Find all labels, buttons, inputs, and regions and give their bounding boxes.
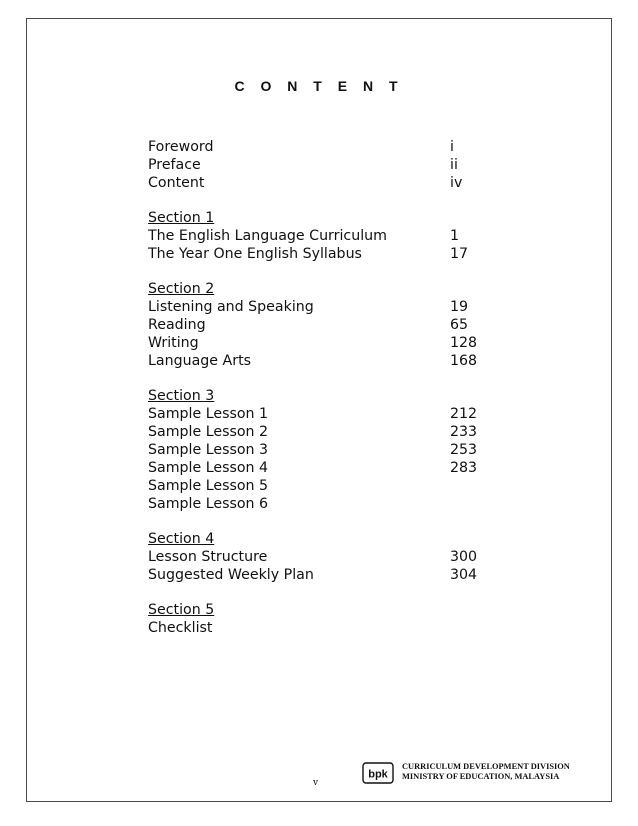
toc-entry-label: The Year One English Syllabus	[148, 246, 362, 262]
section-heading-label: Section 1	[148, 210, 215, 226]
toc-entry	[148, 298, 488, 316]
toc-entry-label: Lesson Structure	[148, 549, 268, 565]
toc-entry-page: 212	[450, 406, 478, 422]
section-heading-label: Section 5	[148, 602, 215, 618]
toc-entry-page: 300	[450, 549, 478, 565]
section-heading	[148, 280, 488, 298]
toc-entry	[148, 138, 488, 156]
table-of-contents	[148, 138, 488, 637]
toc-entry-page: iv	[450, 175, 463, 191]
toc-entry	[148, 405, 488, 423]
section-heading	[148, 530, 488, 548]
toc-entry	[148, 245, 488, 263]
section-heading-label: Section 2	[148, 281, 215, 297]
toc-entry	[148, 352, 488, 370]
toc-entry-page: i	[450, 139, 454, 155]
toc-entry-page: 19	[450, 299, 469, 315]
toc-entry	[148, 334, 488, 352]
toc-entry	[148, 548, 488, 566]
toc-entry-page: 168	[450, 353, 478, 369]
toc-entry-label: Content	[148, 175, 205, 191]
toc-entry	[148, 441, 488, 459]
toc-entry-page: 304	[450, 567, 478, 583]
toc-entry-page: ii	[450, 157, 458, 173]
section-heading-label: Section 4	[148, 531, 215, 547]
toc-entry-page: 283	[450, 460, 478, 476]
toc-entry-label: Listening and Speaking	[148, 299, 314, 315]
toc-entry-label: Sample Lesson 4	[148, 460, 269, 476]
section-heading-label: Section 3	[148, 388, 215, 404]
footer-org-line2: MINISTRY OF EDUCATION, MALAYSIA	[402, 772, 560, 781]
toc-entry-page: 233	[450, 424, 478, 440]
bpk-logo	[362, 762, 394, 784]
section-heading	[148, 387, 488, 405]
toc-entry-label: Preface	[148, 157, 201, 173]
section-heading	[148, 209, 488, 227]
toc-entry-label: Reading	[148, 317, 206, 333]
toc-entry-label: Sample Lesson 5	[148, 478, 269, 494]
toc-entry-label: The English Language Curriculum	[148, 228, 387, 244]
page-title: C O N T E N T	[234, 78, 404, 94]
toc-entry-label: Suggested Weekly Plan	[148, 567, 314, 583]
toc-entry	[148, 619, 488, 637]
toc-entry	[148, 156, 488, 174]
toc-entry	[148, 477, 488, 495]
toc-entry-label: Sample Lesson 1	[148, 406, 269, 422]
toc-entry-label: Checklist	[148, 620, 213, 636]
toc-entry-page: 128	[450, 335, 478, 351]
toc-entry-label: Sample Lesson 3	[148, 442, 269, 458]
toc-entry	[148, 316, 488, 334]
toc-entry	[148, 566, 488, 584]
toc-entry	[148, 174, 488, 192]
toc-entry-page: 253	[450, 442, 478, 458]
toc-entry	[148, 459, 488, 477]
section-heading	[148, 601, 488, 619]
toc-entry	[148, 227, 488, 245]
toc-entry-label: Sample Lesson 2	[148, 424, 269, 440]
toc-entry	[148, 423, 488, 441]
toc-entry-label: Writing	[148, 335, 199, 351]
toc-entry-page: 65	[450, 317, 469, 333]
logo-text: bpk	[368, 768, 388, 781]
footer-org-line1: CURRICULUM DEVELOPMENT DIVISION	[402, 762, 570, 771]
toc-entry-page: 17	[450, 246, 469, 262]
footer-organization	[402, 762, 570, 782]
toc-entry-label: Sample Lesson 6	[148, 496, 269, 512]
toc-entry	[148, 495, 488, 513]
toc-entry-page: 1	[450, 228, 460, 244]
toc-entry-label: Foreword	[148, 139, 214, 155]
toc-entry-label: Language Arts	[148, 353, 252, 369]
page-number: v	[313, 778, 319, 788]
